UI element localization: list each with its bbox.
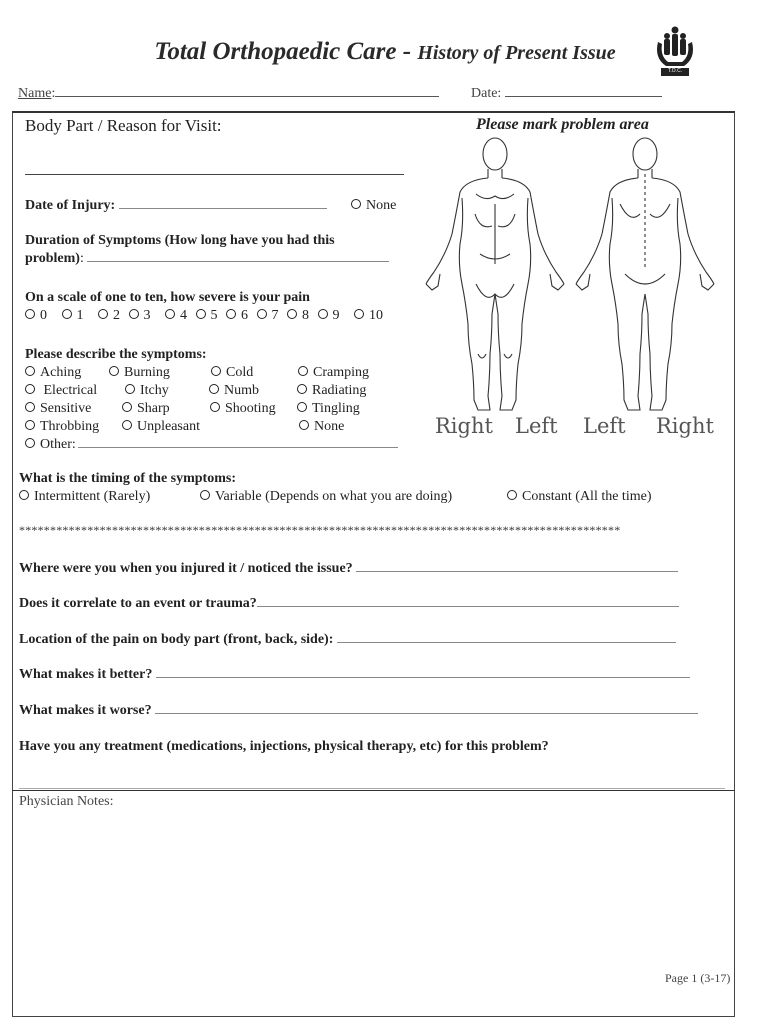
duration-line[interactable] bbox=[87, 261, 389, 262]
radio-bubble-icon bbox=[25, 420, 35, 430]
duration-label-line1: Duration of Symptoms (How long have you had this bbox=[25, 233, 335, 248]
body-part-label: Body Part / Reason for Visit: bbox=[25, 116, 222, 135]
severity-option[interactable]: 0 bbox=[25, 308, 47, 323]
describe-label: Please describe the symptoms: bbox=[25, 347, 207, 362]
name-field[interactable]: Name: bbox=[18, 86, 439, 102]
question-makes-worse[interactable]: What makes it worse? bbox=[19, 703, 698, 719]
mark-area-label: Please mark problem area bbox=[476, 116, 649, 133]
radio-bubble-icon bbox=[297, 402, 307, 412]
date-of-injury-label: Date of Injury: bbox=[25, 198, 116, 213]
severity-option[interactable]: 5 bbox=[196, 308, 218, 323]
radio-bubble-icon bbox=[122, 402, 132, 412]
question-pain-location[interactable]: Location of the pain on body part (front, back, side): bbox=[19, 632, 676, 648]
radio-bubble-icon bbox=[196, 309, 206, 319]
radio-bubble-icon bbox=[25, 438, 35, 448]
radio-bubble-icon bbox=[200, 490, 210, 500]
symptom-radiating[interactable]: Radiating bbox=[297, 383, 366, 399]
treatment-answer-line[interactable] bbox=[19, 788, 725, 789]
symptom-aching[interactable]: Aching bbox=[25, 365, 81, 381]
duration-field[interactable]: problem): bbox=[25, 251, 389, 267]
severity-option[interactable]: 10 bbox=[354, 308, 383, 323]
radio-bubble-icon bbox=[354, 309, 364, 319]
severity-option[interactable]: 2 bbox=[98, 308, 120, 323]
radio-bubble-icon bbox=[211, 366, 221, 376]
symptom-unpleasant[interactable]: Unpleasant bbox=[122, 419, 200, 435]
radio-bubble-icon bbox=[25, 402, 35, 412]
question-event-trauma[interactable]: Does it correlate to an event or trauma? bbox=[19, 596, 679, 612]
radio-bubble-icon bbox=[109, 366, 119, 376]
timing-intermittent[interactable]: Intermittent (Rarely) bbox=[19, 489, 150, 505]
question-makes-better[interactable]: What makes it better? bbox=[19, 667, 690, 683]
answer-line[interactable] bbox=[257, 606, 679, 607]
symptom-tingling[interactable]: Tingling bbox=[297, 401, 360, 417]
other-input-line[interactable] bbox=[78, 447, 398, 448]
severity-scale bbox=[25, 308, 383, 324]
symptom-burning[interactable]: Burning bbox=[109, 365, 170, 381]
date-field[interactable] bbox=[471, 86, 662, 102]
radio-bubble-icon bbox=[62, 309, 72, 319]
symptom-electrical[interactable]: Electrical bbox=[25, 383, 97, 399]
radio-bubble-icon bbox=[299, 420, 309, 430]
symptom-none[interactable]: None bbox=[299, 419, 344, 435]
severity-option[interactable]: 9 bbox=[318, 308, 340, 323]
radio-bubble-icon bbox=[507, 490, 517, 500]
radio-bubble-icon bbox=[98, 309, 108, 319]
physician-notes-area[interactable] bbox=[14, 815, 732, 975]
radio-bubble-icon bbox=[257, 309, 267, 319]
asterisk-separator: ************************************************************************************************* bbox=[19, 523, 621, 537]
body-label-back-left: Left bbox=[583, 414, 626, 438]
symptom-numb[interactable]: Numb bbox=[209, 383, 259, 399]
radio-bubble-icon bbox=[298, 366, 308, 376]
symptom-itchy[interactable]: Itchy bbox=[125, 383, 169, 399]
answer-line[interactable] bbox=[356, 571, 678, 572]
physician-notes-label: Physician Notes: bbox=[19, 794, 114, 809]
answer-line[interactable] bbox=[155, 713, 698, 714]
question-treatment: Have you any treatment (medications, injections, physical therapy, etc) for this problem? bbox=[19, 739, 549, 754]
radio-bubble-icon bbox=[165, 309, 175, 319]
name-label: Name bbox=[18, 86, 52, 101]
radio-bubble-icon bbox=[318, 309, 328, 319]
none-option[interactable]: None bbox=[351, 198, 396, 214]
severity-label: On a scale of one to ten, how severe is your pain bbox=[25, 290, 310, 305]
title-sub: History of Present Issue bbox=[417, 42, 616, 64]
duration-label-line2: problem) bbox=[25, 251, 80, 266]
toc-logo bbox=[652, 22, 698, 78]
answer-line[interactable] bbox=[337, 642, 676, 643]
body-part-input-line[interactable] bbox=[25, 174, 404, 175]
back-body-figure bbox=[576, 138, 714, 410]
radio-bubble-icon bbox=[25, 309, 35, 319]
timing-variable[interactable]: Variable (Depends on what you are doing) bbox=[200, 489, 452, 505]
timing-label: What is the timing of the symptoms: bbox=[19, 471, 236, 486]
severity-option[interactable]: 1 bbox=[62, 308, 84, 323]
date-of-injury-line[interactable] bbox=[119, 208, 327, 209]
radio-bubble-icon bbox=[25, 366, 35, 376]
body-label-front-left: Left bbox=[515, 414, 558, 438]
radio-bubble-icon bbox=[129, 309, 139, 319]
frame-top-rule bbox=[12, 111, 735, 113]
severity-option[interactable]: 3 bbox=[129, 308, 151, 323]
symptom-throbbing[interactable]: Throbbing bbox=[25, 419, 99, 435]
symptom-cold[interactable]: Cold bbox=[211, 365, 253, 381]
severity-option[interactable]: 8 bbox=[287, 308, 309, 323]
question-where-injured[interactable]: Where were you when you injured it / noticed the issue? bbox=[19, 561, 678, 577]
answer-line[interactable] bbox=[156, 677, 690, 678]
physician-notes-divider bbox=[12, 790, 735, 791]
radio-bubble-icon bbox=[287, 309, 297, 319]
radio-bubble-icon bbox=[297, 384, 307, 394]
radio-bubble-icon bbox=[351, 199, 361, 209]
date-label: Date: bbox=[471, 86, 502, 101]
symptom-other[interactable]: Other: bbox=[25, 437, 398, 453]
radio-bubble-icon bbox=[25, 384, 35, 394]
severity-option[interactable]: 7 bbox=[257, 308, 279, 323]
radio-bubble-icon bbox=[209, 384, 219, 394]
radio-bubble-icon bbox=[19, 490, 29, 500]
body-diagram[interactable] bbox=[420, 134, 720, 434]
date-of-injury-field[interactable] bbox=[25, 198, 327, 214]
timing-constant[interactable]: Constant (All the time) bbox=[507, 489, 651, 505]
symptom-shooting[interactable]: Shooting bbox=[210, 401, 276, 417]
severity-option[interactable]: 4 bbox=[165, 308, 187, 323]
body-label-back-right: Right bbox=[656, 414, 714, 438]
body-label-front-right: Right bbox=[435, 414, 493, 438]
name-input-line[interactable] bbox=[55, 96, 439, 97]
symptom-cramping[interactable]: Cramping bbox=[298, 365, 369, 381]
radio-bubble-icon bbox=[122, 420, 132, 430]
severity-option[interactable]: 6 bbox=[226, 308, 248, 323]
radio-bubble-icon bbox=[226, 309, 236, 319]
radio-bubble-icon bbox=[210, 402, 220, 412]
date-input-line[interactable] bbox=[505, 96, 662, 97]
symptom-sensitive[interactable]: Sensitive bbox=[25, 401, 91, 417]
page-number: Page 1 (3-17) bbox=[665, 971, 731, 985]
logo-text: T.O.C. bbox=[667, 68, 683, 74]
front-body-figure bbox=[426, 138, 564, 410]
radio-bubble-icon bbox=[125, 384, 135, 394]
title-main: Total Orthopaedic Care - bbox=[154, 38, 418, 65]
symptom-sharp[interactable]: Sharp bbox=[122, 401, 170, 417]
